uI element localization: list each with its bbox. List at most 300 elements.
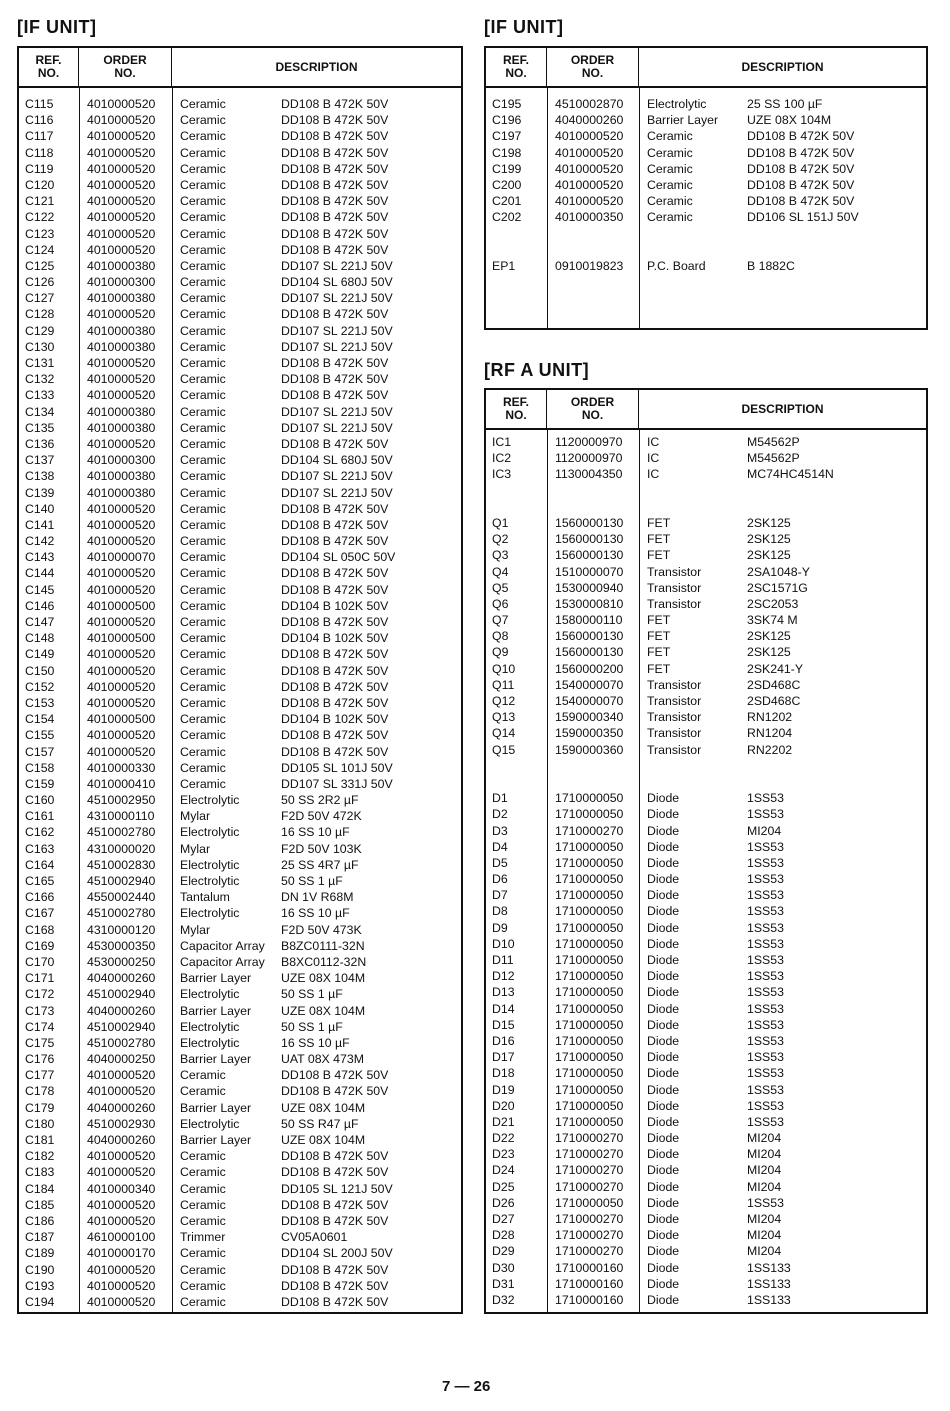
ref-no: C163 — [25, 841, 55, 856]
ref-no: C126 — [25, 275, 55, 290]
ref-no: C186 — [25, 1213, 55, 1228]
table-row — [19, 323, 461, 339]
table-row — [19, 485, 461, 501]
table-row — [19, 1245, 461, 1261]
order-no: 1710000270 — [555, 1147, 624, 1162]
table-row — [486, 952, 926, 968]
ref-no: C127 — [25, 291, 55, 306]
table-row — [19, 565, 461, 581]
row-spacer — [486, 758, 926, 774]
order-no: 4010000520 — [87, 501, 156, 516]
part-model: DD104 SL 680J 50V — [281, 275, 393, 290]
part-type: Transistor — [647, 710, 702, 725]
ref-no: C115 — [25, 97, 54, 111]
part-type: Ceramic — [180, 372, 226, 387]
order-no: 4010000300 — [87, 453, 156, 468]
part-model: DD107 SL 221J 50V — [281, 469, 393, 484]
part-model: 1SS53 — [747, 1082, 784, 1097]
ref-no: Q14 — [492, 726, 516, 741]
ref-no-header: REF. NO. — [486, 390, 547, 428]
ref-no: D14 — [492, 1001, 515, 1016]
part-type: Barrier Layer — [180, 1133, 252, 1147]
part-model: 2SK241-Y — [747, 661, 804, 676]
order-no: 1710000050 — [555, 1195, 624, 1210]
ref-no: C202 — [492, 210, 522, 225]
part-model: MI204 — [747, 1163, 782, 1178]
ref-no: C179 — [25, 1100, 55, 1115]
part-model: DD107 SL 221J 50V — [281, 291, 393, 306]
order-no: 1710000050 — [555, 1050, 624, 1065]
order-no: 1120000970 — [555, 451, 623, 466]
part-type: FET — [647, 515, 671, 530]
order-no: 4530000250 — [87, 954, 156, 969]
ref-no: C134 — [25, 404, 55, 419]
description-header: DESCRIPTION — [741, 59, 824, 74]
part-type: Mylar — [180, 841, 211, 856]
part-type: Diode — [647, 936, 680, 951]
part-type: Ceramic — [180, 97, 226, 111]
order-no: 1710000270 — [555, 1228, 624, 1243]
order-no: 1560000130 — [555, 645, 624, 660]
ref-no: C143 — [25, 550, 55, 565]
order-no: 1710000050 — [555, 920, 624, 935]
rf-a-unit-title: [RF A UNIT] — [484, 360, 590, 380]
order-no: 4010000520 — [87, 372, 156, 387]
part-model: DD108 B 472K 50V — [281, 177, 389, 192]
part-type: Diode — [647, 807, 680, 822]
part-model: 1SS133 — [747, 1276, 791, 1291]
order-no: 1710000160 — [555, 1276, 624, 1291]
table-row — [19, 1148, 461, 1164]
part-type: Ceramic — [180, 275, 226, 290]
part-model: DD108 B 472K 50V — [281, 1197, 389, 1212]
table-row — [19, 1262, 461, 1278]
table-row — [486, 887, 926, 903]
table-row — [19, 436, 461, 452]
order-no: 1710000050 — [555, 1001, 624, 1016]
table-row — [486, 1114, 926, 1130]
ref-no: C137 — [25, 453, 55, 468]
part-type: Capacitor Array — [180, 938, 265, 953]
ref-no: D18 — [492, 1066, 515, 1081]
ref-no-header: REF. NO. — [19, 48, 79, 86]
table-row — [19, 922, 461, 938]
ref-no: Q11 — [492, 677, 515, 692]
order-no: 4010000520 — [87, 728, 156, 743]
order-no: 4010000520 — [87, 356, 156, 370]
part-model: DD104 SL 680J 50V — [281, 453, 393, 468]
part-model: DD108 B 472K 50V — [281, 1294, 389, 1309]
order-no: 1710000050 — [555, 1017, 624, 1032]
part-type: Diode — [647, 1114, 680, 1129]
part-type: Ceramic — [180, 356, 226, 370]
ref-no: C193 — [25, 1278, 55, 1293]
table-row — [19, 630, 461, 646]
part-type: Transistor — [647, 564, 702, 579]
ref-no: C132 — [25, 372, 55, 387]
part-model: RN2202 — [747, 742, 793, 757]
part-model: 50 SS 1 µF — [281, 874, 343, 888]
table-row — [486, 209, 926, 225]
ref-no: IC1 — [492, 435, 512, 449]
order-no: 1710000270 — [555, 1212, 624, 1226]
part-type: IC — [647, 467, 660, 482]
part-model: DD108 B 472K 50V — [281, 113, 389, 128]
table-row — [486, 96, 926, 112]
part-model: 2SD468C — [747, 694, 801, 708]
part-model: DD108 B 472K 50V — [747, 129, 855, 144]
part-model: DD108 B 472K 50V — [281, 534, 389, 549]
order-no: 1710000270 — [555, 823, 624, 838]
table-row — [486, 839, 926, 855]
table-row — [19, 290, 461, 306]
order-no: 1710000050 — [555, 985, 624, 1000]
order-no: 4010000520 — [87, 1213, 156, 1228]
part-type: Ceramic — [180, 728, 226, 743]
part-model: DD108 B 472K 50V — [281, 1213, 389, 1228]
table-row — [486, 161, 926, 177]
order-no: 4510002870 — [555, 97, 624, 111]
part-type: Ceramic — [180, 1213, 226, 1228]
order-no: 1710000050 — [555, 855, 624, 870]
ref-no: Q5 — [492, 580, 509, 595]
part-model: DD105 SL 101J 50V — [281, 760, 393, 775]
table-row — [19, 387, 461, 403]
order-no: 4010000380 — [87, 258, 156, 273]
ref-no: D16 — [492, 1033, 515, 1048]
ref-no: D24 — [492, 1163, 515, 1178]
table-row — [486, 661, 926, 677]
order-no: 4010000520 — [87, 242, 156, 257]
part-model: MI204 — [747, 823, 782, 838]
part-model: DD108 B 472K 50V — [281, 679, 389, 694]
part-model: F2D 50V 473K — [281, 922, 362, 937]
ref-no: C139 — [25, 485, 55, 500]
part-model: DD108 B 472K 50V — [747, 177, 855, 192]
part-type: Barrier Layer — [647, 113, 719, 128]
part-type: Transistor — [647, 742, 702, 757]
order-no: 4010000520 — [87, 1294, 156, 1309]
part-model: DD108 B 472K 50V — [281, 242, 389, 257]
part-model: MI204 — [747, 1131, 782, 1146]
order-no: 1120000970 — [555, 435, 623, 449]
ref-no: C144 — [25, 566, 55, 581]
row-spacer — [486, 499, 926, 515]
part-type: Diode — [647, 1066, 680, 1081]
part-type: Ceramic — [180, 679, 226, 694]
table-row — [19, 824, 461, 840]
part-type: Ceramic — [180, 145, 226, 160]
ref-no: C190 — [25, 1262, 55, 1277]
order-no: 4010000520 — [87, 566, 156, 581]
ref-no: C170 — [25, 954, 55, 969]
ref-no: D26 — [492, 1195, 515, 1210]
order-no: 4510002940 — [87, 987, 156, 1002]
part-model: MI204 — [747, 1228, 782, 1243]
ref-no: C157 — [25, 744, 55, 759]
ref-no: D11 — [492, 953, 514, 967]
part-model: 1SS53 — [747, 1033, 784, 1048]
rf-a-unit-table — [484, 388, 928, 1314]
part-model: 2SK125 — [747, 515, 791, 530]
order-no: 1710000050 — [555, 1033, 624, 1048]
part-model: 2SC2053 — [747, 596, 799, 611]
table-row — [19, 161, 461, 177]
ref-no: C180 — [25, 1116, 55, 1131]
table-row — [486, 644, 926, 660]
ref-no: IC3 — [492, 467, 512, 482]
part-model: UZE 08X 104M — [281, 1133, 366, 1147]
part-type: Ceramic — [647, 210, 693, 225]
part-type: Diode — [647, 904, 680, 919]
part-type: Transistor — [647, 677, 702, 692]
part-model: 16 SS 10 µF — [281, 906, 350, 921]
part-model: DD108 B 472K 50V — [281, 1278, 389, 1293]
if-unit-table — [17, 46, 463, 1314]
part-type: Ceramic — [180, 291, 226, 306]
part-type: Diode — [647, 1033, 680, 1048]
part-model: DD107 SL 221J 50V — [281, 420, 393, 435]
part-type: Trimmer — [180, 1230, 226, 1245]
table-row — [19, 1213, 461, 1229]
order-no: 4040000260 — [87, 971, 156, 986]
part-type: Ceramic — [180, 226, 226, 241]
order-no: 1710000050 — [555, 936, 624, 951]
ref-no: C196 — [492, 113, 522, 128]
part-type: Ceramic — [647, 194, 693, 209]
table-row — [19, 792, 461, 808]
table-row — [19, 209, 461, 225]
part-type: Barrier Layer — [180, 1003, 252, 1018]
part-type: Ceramic — [180, 113, 226, 128]
table-row — [486, 1227, 926, 1243]
part-model: 1SS133 — [747, 1260, 791, 1275]
table-row — [19, 501, 461, 517]
part-type: Barrier Layer — [180, 1100, 252, 1115]
if-unit-rows — [19, 96, 461, 1310]
ref-no: D25 — [492, 1179, 515, 1194]
part-model: DN 1V R68M — [281, 890, 354, 905]
table-row — [19, 1019, 461, 1035]
order-no: 4010000520 — [87, 226, 156, 241]
ref-no: Q8 — [492, 629, 509, 644]
ref-no: C131 — [25, 356, 55, 370]
part-model: 2SK125 — [747, 548, 791, 563]
if-unit-title: [IF UNIT] — [17, 17, 97, 37]
part-model: 1SS53 — [747, 807, 784, 822]
part-model: UZE 08X 104M — [747, 113, 832, 128]
part-type: Ceramic — [180, 210, 226, 225]
part-type: Diode — [647, 953, 680, 967]
part-model: MC74HC4514N — [747, 467, 834, 482]
part-type: Electrolytic — [180, 987, 240, 1002]
ref-no: D27 — [492, 1212, 515, 1226]
part-model: RN1204 — [747, 726, 793, 741]
order-no: 4010000340 — [87, 1181, 156, 1196]
ref-no: C160 — [25, 793, 55, 808]
ref-no: C171 — [25, 971, 55, 986]
part-type: Ceramic — [180, 598, 226, 613]
order-no: 4010000170 — [87, 1246, 156, 1261]
table-row — [19, 404, 461, 420]
table-row — [19, 711, 461, 727]
ref-no: Q10 — [492, 661, 516, 676]
part-model: DD108 B 472K 50V — [281, 388, 389, 403]
ref-no: Q3 — [492, 548, 509, 563]
order-no: 4040000250 — [87, 1052, 156, 1067]
order-no: 0910019823 — [555, 258, 624, 273]
ref-no: D17 — [492, 1050, 515, 1065]
if-unit-continued-rows — [486, 96, 926, 274]
table-row — [486, 258, 926, 274]
ref-no: D15 — [492, 1017, 515, 1032]
table-row — [486, 628, 926, 644]
part-type: Electrolytic — [647, 97, 707, 111]
part-model: 1SS53 — [747, 1066, 784, 1081]
part-model: UAT 08X 473M — [281, 1052, 364, 1067]
ref-no: C121 — [25, 194, 55, 209]
row-spacer — [486, 242, 926, 258]
table-row — [19, 970, 461, 986]
order-no: 1710000270 — [555, 1179, 624, 1194]
part-type: Transistor — [647, 694, 702, 708]
ref-no: D32 — [492, 1292, 515, 1307]
order-no: 1540000070 — [555, 677, 624, 692]
ref-no: C155 — [25, 728, 55, 743]
order-no: 4010000380 — [87, 404, 156, 419]
order-no: 4040000260 — [87, 1100, 156, 1115]
table-row — [19, 760, 461, 776]
order-no: 4010000380 — [87, 485, 156, 500]
ref-no: D30 — [492, 1260, 515, 1275]
order-no: 4510002930 — [87, 1116, 156, 1131]
ref-no: C135 — [25, 420, 55, 435]
part-type: Transistor — [647, 580, 702, 595]
table-row — [486, 612, 926, 628]
table-row — [486, 466, 926, 482]
order-no: 4010000380 — [87, 291, 156, 306]
table-row — [486, 1276, 926, 1292]
part-model: 1SS53 — [747, 888, 784, 903]
part-type: IC — [647, 435, 660, 449]
table-row — [19, 112, 461, 128]
ref-no: C187 — [25, 1230, 55, 1245]
order-no: 1560000200 — [555, 661, 624, 676]
part-model: 2SK125 — [747, 629, 791, 644]
part-type: Ceramic — [180, 760, 226, 775]
part-type: FET — [647, 548, 671, 563]
part-model: DD108 B 472K 50V — [281, 436, 389, 451]
table-row — [486, 1017, 926, 1033]
table-row — [19, 1132, 461, 1148]
table-row — [19, 306, 461, 322]
table-row — [486, 450, 926, 466]
table-row — [19, 808, 461, 824]
table-row — [19, 339, 461, 355]
table-row — [19, 663, 461, 679]
order-no: 1710000270 — [555, 1244, 624, 1259]
part-model: DD108 B 472K 50V — [281, 517, 389, 532]
table-row — [19, 889, 461, 905]
order-no: 1530000810 — [555, 596, 624, 611]
part-model: RN1202 — [747, 710, 793, 725]
part-type: Ceramic — [180, 1262, 226, 1277]
order-no: 4010000520 — [87, 210, 156, 225]
order-no: 1590000350 — [555, 726, 624, 741]
part-model: 16 SS 10 µF — [281, 825, 350, 840]
order-no: 4010000520 — [87, 388, 156, 403]
order-no: 1560000130 — [555, 532, 624, 547]
order-no: 4010000520 — [87, 194, 156, 209]
table-row — [19, 242, 461, 258]
order-no: 4010000520 — [87, 615, 156, 629]
table-row — [486, 1033, 926, 1049]
order-no: 1710000050 — [555, 888, 624, 903]
part-type: Diode — [647, 791, 680, 806]
part-model: M54562P — [747, 435, 800, 449]
part-model: 50 SS 1 µF — [281, 987, 343, 1002]
ref-no: C148 — [25, 631, 55, 646]
order-no: 1710000050 — [555, 1098, 624, 1113]
part-model: DD108 B 472K 50V — [281, 663, 389, 678]
table-row — [486, 1130, 926, 1146]
table-row — [19, 1116, 461, 1132]
part-type: Diode — [647, 1098, 680, 1113]
order-no: 4010000520 — [87, 1149, 156, 1164]
row-spacer — [486, 483, 926, 499]
table-row — [486, 145, 926, 161]
ref-no: C166 — [25, 890, 55, 905]
part-type: Ceramic — [180, 582, 226, 597]
row-spacer — [486, 774, 926, 790]
part-type: Ceramic — [180, 194, 226, 209]
table-row — [486, 177, 926, 193]
table-row — [19, 128, 461, 144]
part-model: DD108 B 472K 50V — [281, 501, 389, 516]
table-row — [19, 938, 461, 954]
part-type: FET — [647, 532, 671, 547]
order-no: 4010000520 — [87, 1262, 156, 1277]
part-model: DD108 B 472K 50V — [281, 695, 389, 710]
ref-no: D22 — [492, 1131, 515, 1146]
ref-no: C117 — [25, 129, 54, 144]
table-row — [486, 742, 926, 758]
order-no: 4010000520 — [87, 97, 156, 111]
table-row — [486, 1292, 926, 1308]
part-type: Ceramic — [180, 404, 226, 419]
part-model: DD108 B 472K 50V — [281, 97, 389, 111]
part-type: Ceramic — [180, 663, 226, 678]
ref-no: C129 — [25, 323, 55, 338]
part-type: Ceramic — [180, 776, 226, 791]
table-row — [19, 1229, 461, 1245]
table-row — [19, 776, 461, 792]
part-type: Diode — [647, 1276, 680, 1291]
part-model: 1SS53 — [747, 936, 784, 951]
table-header — [19, 48, 461, 88]
ref-no: D23 — [492, 1147, 515, 1162]
ref-no: C167 — [25, 906, 55, 921]
part-type: Ceramic — [180, 631, 226, 646]
part-type: Barrier Layer — [180, 971, 252, 986]
part-type: Electrolytic — [180, 906, 240, 921]
ref-no: C161 — [25, 809, 55, 824]
table-row — [19, 1083, 461, 1099]
part-type: Electrolytic — [180, 825, 240, 840]
order-no: 4510002780 — [87, 906, 156, 921]
if-unit-continued-table — [484, 46, 928, 330]
table-row — [19, 841, 461, 857]
